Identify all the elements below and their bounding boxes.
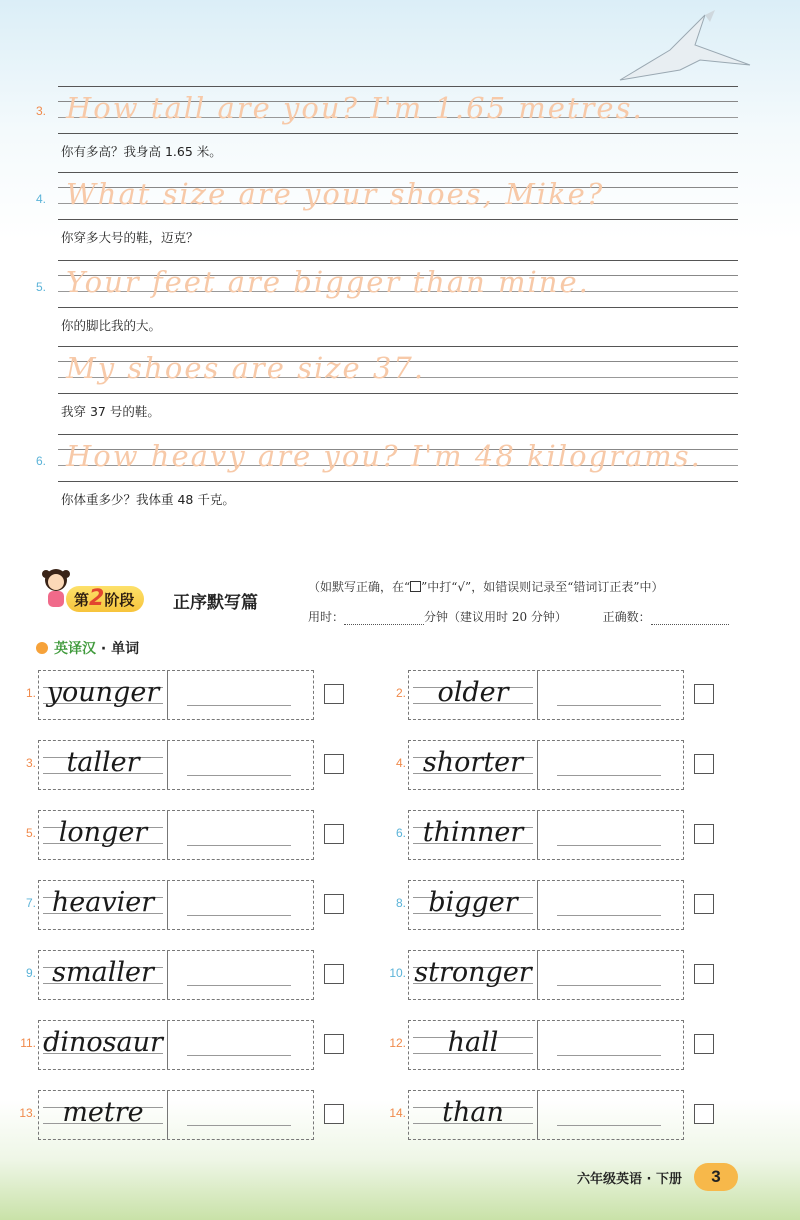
book-title: 六年级英语 · 下册 (577, 1172, 682, 1187)
writing-lines (58, 86, 738, 134)
vocab-box (408, 1020, 684, 1070)
vocab-number: 5. (25, 826, 36, 840)
vocab-number: 10. (389, 966, 406, 980)
vocab-number: 7. (25, 896, 36, 910)
instruction-note (308, 578, 663, 595)
check-box[interactable] (694, 824, 714, 844)
check-box[interactable] (694, 684, 714, 704)
check-box[interactable] (324, 894, 344, 914)
word-cell (39, 1021, 168, 1069)
pterosaur-icon (610, 10, 760, 90)
english-word: bigger (428, 887, 518, 918)
english-word: dinosaur (43, 1027, 163, 1058)
vocab-number: 3. (25, 756, 36, 770)
answer-line[interactable] (187, 845, 291, 846)
time-blank[interactable] (344, 624, 424, 625)
vocab-number: 14. (389, 1106, 406, 1120)
english-word: heavier (51, 887, 155, 918)
chinese-translation: 我穿 37 号的鞋。 (61, 404, 160, 419)
item-number: 5. (36, 280, 47, 294)
word-cell (39, 811, 168, 859)
time-label: 用时： (308, 610, 345, 624)
vocab-number: 13. (19, 1106, 36, 1120)
check-box[interactable] (324, 1104, 344, 1124)
minutes-label: 分钟（建议用时 20 分钟） (424, 610, 567, 624)
english-word: older (437, 677, 509, 708)
stage-title: 正序默写篇 (173, 593, 258, 613)
section-label (36, 638, 139, 658)
word-cell (409, 1091, 538, 1139)
word-cell (409, 1021, 538, 1069)
answer-line[interactable] (557, 1125, 661, 1126)
trace-sentence: My shoes are size 37. (66, 351, 426, 385)
english-word: younger (46, 677, 160, 708)
vocab-number: 2. (395, 686, 406, 700)
answer-line[interactable] (187, 1125, 291, 1126)
writing-lines (58, 172, 738, 220)
vocab-box (408, 810, 684, 860)
vocab-box (38, 670, 314, 720)
english-word: longer (58, 817, 148, 848)
trace-sentence: What size are your shoes, Mike? (66, 177, 605, 211)
chinese-translation: 你的脚比我的大。 (61, 318, 162, 333)
english-word: shorter (422, 747, 524, 778)
word-cell (409, 811, 538, 859)
word-cell (409, 671, 538, 719)
correct-count-blank[interactable] (651, 624, 729, 625)
section-title: 英译汉 (54, 641, 96, 657)
answer-line[interactable] (557, 845, 661, 846)
check-box[interactable] (324, 824, 344, 844)
note-part-2: ”中打“√”，如错误则记录至“错词订正表”中） (421, 580, 664, 594)
bullet-dot-icon (36, 642, 48, 654)
vocab-number: 8. (395, 896, 406, 910)
vocab-box (38, 810, 314, 860)
writing-lines (58, 434, 738, 482)
vocab-number: 6. (395, 826, 406, 840)
vocab-number: 4. (395, 756, 406, 770)
check-box[interactable] (694, 964, 714, 984)
vocab-box (408, 740, 684, 790)
answer-line[interactable] (187, 1055, 291, 1056)
word-cell (39, 951, 168, 999)
correct-count-label: 正确数： (602, 610, 651, 624)
english-word: than (442, 1097, 504, 1128)
stage-header (38, 566, 778, 636)
item-number: 6. (36, 454, 47, 468)
vocab-box (38, 880, 314, 930)
item-number: 4. (36, 192, 47, 206)
stage-badge (66, 586, 144, 612)
check-box[interactable] (324, 754, 344, 774)
answer-line[interactable] (557, 705, 661, 706)
item-number: 3. (36, 104, 47, 118)
badge-suffix: 阶段 (104, 591, 135, 609)
word-cell (39, 741, 168, 789)
badge-number: 2 (89, 586, 105, 611)
vocab-box (408, 1090, 684, 1140)
vocab-number: 12. (389, 1036, 406, 1050)
word-cell (39, 671, 168, 719)
answer-line[interactable] (557, 775, 661, 776)
vocab-box (408, 950, 684, 1000)
english-word: hall (447, 1027, 499, 1058)
vocab-number: 1. (25, 686, 36, 700)
chinese-translation: 你体重多少？我体重 48 千克。 (61, 492, 235, 507)
vocab-box (408, 880, 684, 930)
answer-line[interactable] (187, 705, 291, 706)
vocab-box (38, 1090, 314, 1140)
vocab-number: 9. (25, 966, 36, 980)
vocab-box (38, 1020, 314, 1070)
english-word: stronger (414, 957, 532, 988)
trace-sentence: Your feet are bigger than mine. (66, 265, 590, 299)
english-word: smaller (52, 957, 154, 988)
page-number: 3 (694, 1163, 738, 1191)
check-box[interactable] (694, 754, 714, 774)
check-box[interactable] (694, 1104, 714, 1124)
vocab-box (408, 670, 684, 720)
check-box[interactable] (324, 1034, 344, 1054)
note-part-1: （如默写正确，在“ (308, 580, 411, 594)
vocab-box (38, 950, 314, 1000)
trace-sentence: How tall are you? I'm 1.65 metres. (66, 91, 644, 125)
check-box[interactable] (694, 1034, 714, 1054)
english-word: taller (66, 747, 140, 778)
checkbox-glyph-icon (410, 581, 421, 592)
vocab-box (38, 740, 314, 790)
trace-sentence: How heavy are you? I'm 48 kilograms. (66, 439, 702, 473)
check-box[interactable] (694, 894, 714, 914)
word-cell (409, 741, 538, 789)
answer-line[interactable] (557, 985, 661, 986)
vocab-number: 11. (20, 1036, 36, 1050)
section-separator: · (96, 641, 112, 657)
writing-lines (58, 260, 738, 308)
chinese-translation: 你穿多大号的鞋，迈克？ (61, 230, 199, 245)
chinese-translation: 你有多高？我身高 1.65 米。 (61, 144, 222, 159)
word-cell (409, 881, 538, 929)
english-word: thinner (422, 817, 524, 848)
time-and-score (308, 608, 729, 625)
answer-line[interactable] (557, 915, 661, 916)
word-cell (39, 881, 168, 929)
answer-line[interactable] (557, 1055, 661, 1056)
answer-line[interactable] (187, 775, 291, 776)
english-word: metre (62, 1097, 144, 1128)
answer-line[interactable] (187, 985, 291, 986)
badge-prefix: 第 (74, 591, 90, 609)
check-box[interactable] (324, 684, 344, 704)
writing-lines (58, 346, 738, 394)
section-subtitle: 单词 (111, 641, 140, 657)
word-cell (409, 951, 538, 999)
answer-line[interactable] (187, 915, 291, 916)
word-cell (39, 1091, 168, 1139)
check-box[interactable] (324, 964, 344, 984)
